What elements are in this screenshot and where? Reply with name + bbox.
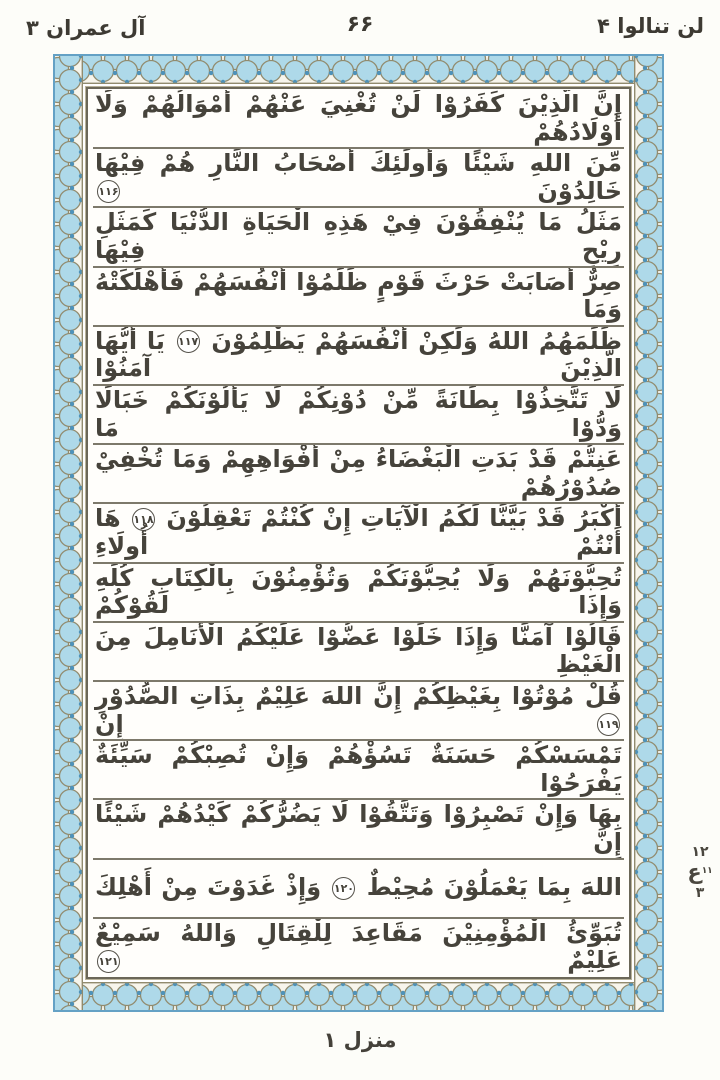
quran-line-text [93,91,624,146]
ayah-text: مَثَلُ مَا يُنْفِقُوْنَ فِيْ هَذِهِ الْحَيَاةِ الدُّنْيَا كَمَثَلِ رِيْحٍ فِيْهَا [95,208,622,264]
quran-line-text [93,505,624,560]
verse-number-badge: ۱۱۶ [97,180,120,203]
text-rows [93,90,624,976]
quran-line [93,564,624,623]
ayah-text: تُحِبُّوْنَهُمْ وَلَا يُحِبُّوْنَكُمْ وَتُؤْمِنُوْنَ بِالْكِتَابِ كُلِّهِ وَإِذَا لَقُوْكُمْ [95,563,622,620]
quran-line-text [93,920,624,975]
verse-number-badge: ۱۲۰ [332,877,355,900]
ayah-text: يَا أَيُّهَا الَّذِيْنَ آمَنُوْا [95,326,622,383]
quran-line [93,919,624,976]
quran-line-text [93,150,624,205]
ruku-marker [684,845,716,900]
ayah-text: مِّنَ اللهِ شَيْئًا وَأُولَئِكَ أَصْحَابُ النَّارِ هُمْ فِيْهَا خَالِدُوْنَ [95,149,622,205]
verse-number-badge: ۱۱۹ [597,713,620,736]
ayah-text: تُبَوِّئُ الْمُؤْمِنِيْنَ مَقَاعِدَ لِلْقِتَالِ وَاللهُ سَمِيْعٌ عَلِيْمٌ [95,918,622,975]
verse-number-badge: ۱۱۸ [132,508,155,531]
quran-line [93,860,624,919]
ayah-text: صِرٌّ أَصَابَتْ حَرْثَ قَوْمٍ ظَلَمُوْا أَنْفُسَهُمْ فَأَهْلَكَتْهُ وَمَا [95,267,622,324]
quran-line-text [93,328,624,383]
border-pattern-bottom-icon [55,982,662,1010]
ruku-number-top: ۱۲ [691,844,709,860]
ayah-text: قُلْ مُوْتُوْا بِغَيْظِكُمْ إِنَّ اللهَ عَلِيْمٌ بِذَاتِ الصُّدُوْرِ [95,682,622,711]
border-pattern-left-icon [55,56,83,1010]
quran-line [93,268,624,327]
ayah-text: اللهَ بِمَا يَعْمَلُوْنَ مُحِيْطٌ [366,873,623,902]
quran-line [93,386,624,445]
page-number: ۶۶ [346,12,374,37]
ayah-text: تَمْسَسْكُمْ حَسَنَةٌ تَسُؤْهُمْ وَإِنْ تُصِبْكُمْ سَيِّئَةٌ يَفْرَحُوْا [95,741,622,797]
text-box [86,87,631,979]
border-pattern-right-icon [634,56,662,1010]
quran-line-text [93,209,624,264]
verse-number-badge: ۱۲۱ [97,950,120,973]
quran-line [93,682,624,741]
ayah-text: إِنَّ الَّذِيْنَ كَفَرُوْا لَنْ تُغْنِيَ عَنْهُمْ أَمْوَالُهُمْ وَلَا أَوْلَادُهُمْ [95,90,622,146]
quran-line [93,90,624,149]
surah-label: آل عمران ۳ [26,16,146,40]
ruku-number-bottom: ۳ [695,885,705,901]
ayn-icon: ع [687,860,702,884]
quran-line-text [93,874,624,902]
quran-line-text [93,801,624,856]
quran-line-text [93,683,624,738]
ayah-text: إِنْ [95,709,124,738]
quran-line-text [93,742,624,797]
juz-label: لن تنالوا ۴ [597,14,704,38]
quran-line [93,800,624,859]
ruku-ayn-row [687,862,712,883]
quran-line [93,208,624,267]
verse-number-badge: ۱۱۷ [177,330,200,353]
footer [0,1028,720,1052]
quran-line [93,741,624,800]
ayah-text: قَالُوْا آمَنَّا وَإِذَا خَلَوْا عَضُّوْا عَلَيْكُمُ الْأَنَامِلَ مِنَ الْغَيْظِ [95,622,622,679]
catchword: منزل ۱ [323,1028,397,1052]
ruku-verse-count: ۱۱ [701,866,713,876]
ayah-text: بِهَا وَإِنْ تَصْبِرُوْا وَتَتَّقُوْا لَا يَضُرُّكُمْ كَيْدُهُمْ شَيْئًا إِنَّ [95,800,622,857]
quran-line-text [93,269,624,324]
running-header [0,6,720,46]
quran-line [93,445,624,504]
quran-line [93,623,624,682]
quran-line [93,327,624,386]
quran-line-text [93,387,624,442]
quran-line-text [93,565,624,620]
border-pattern-top-icon [55,56,662,84]
ayah-text: أَكْبَرُ قَدْ بَيَّنَّا لَكُمُ الْآيَاتِ إِنْ كُنْتُمْ تَعْقِلُوْنَ [166,504,622,533]
quran-line-text [93,446,624,501]
ayah-text: هَا أَنْتُمْ أُولَاءِ [95,504,622,561]
ayah-text: عَنِتُّمْ قَدْ بَدَتِ الْبَغْضَاءُ مِنْ أَفْوَاهِهِمْ وَمَا تُخْفِيْ صُدُوْرُهُمْ [95,445,622,501]
decorative-frame [53,54,664,1012]
ayah-text: ظَلَمَهُمُ اللهُ وَلَكِنْ أَنْفُسَهُمْ يَظْلِمُوْنَ [211,326,622,355]
quran-line [93,149,624,208]
ayah-text: لَا تَتَّخِذُوْا بِطَانَةً مِّنْ دُوْنِكُمْ لَا يَأْلُوْنَكُمْ خَبَالًا وَدُّوْا مَا [95,386,622,442]
quran-line-text [93,624,624,679]
ayah-text: وَإِذْ غَدَوْتَ مِنْ أَهْلِكَ [95,873,322,902]
quran-line [93,504,624,563]
